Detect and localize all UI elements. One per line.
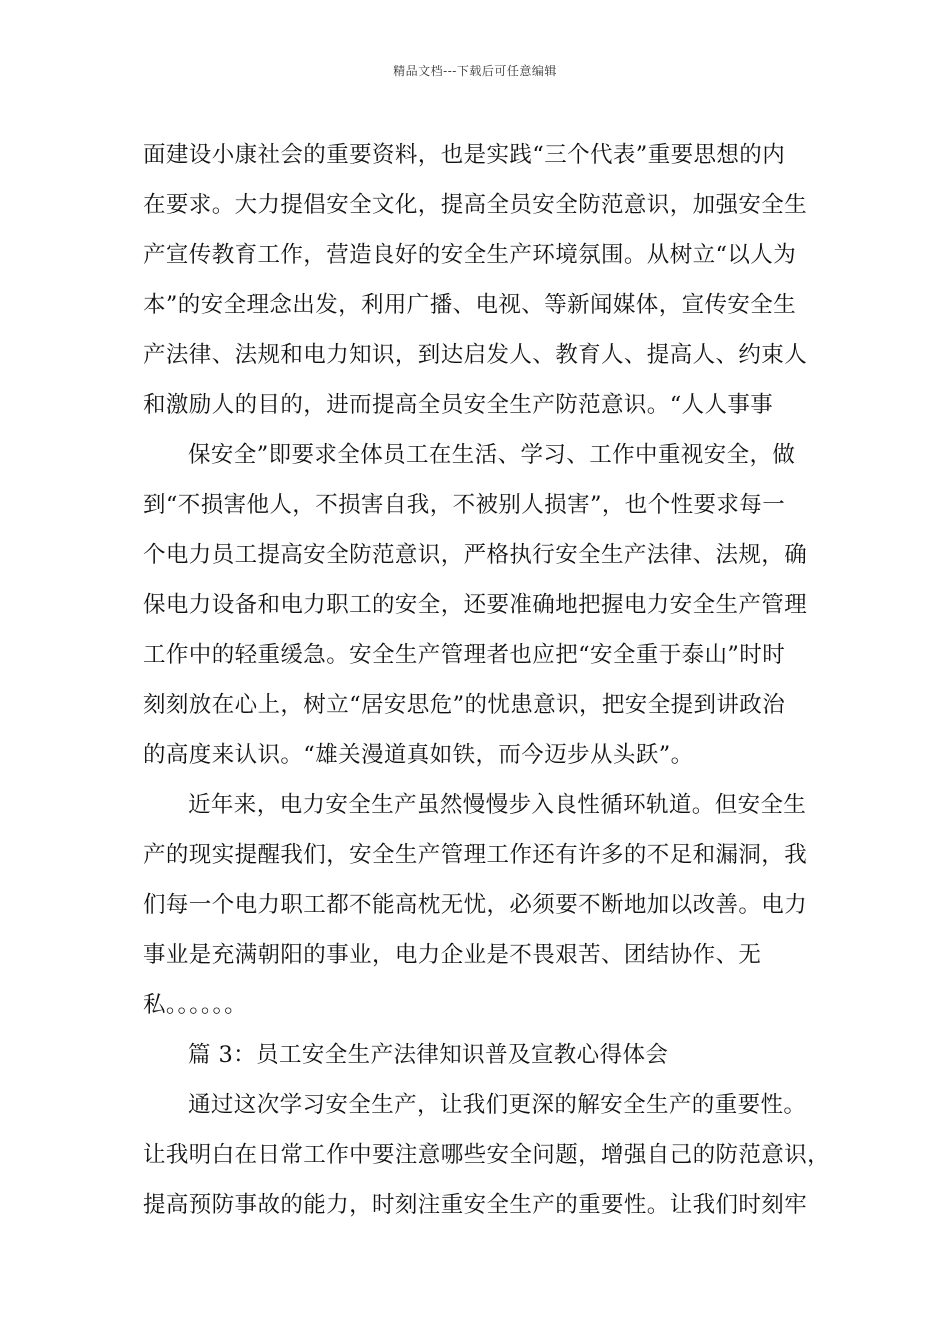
text-line: 的高度来认识。“雄关漫道真如铁，而今迈步从头跃”。 (143, 742, 694, 768)
text-line: 在要求。大力提倡安全文化，提高全员安全防范意识，加强安全生 (143, 192, 808, 218)
section-heading: 篇 3：员工安全生产法律知识普及宣教心得体会 (188, 1042, 669, 1068)
text-line: 产的现实提醒我们，安全生产管理工作还有许多的不足和漏洞，我 (143, 842, 808, 868)
text-line: 个电力员工提高安全防范意识，严格执行安全生产法律、法规，确 (143, 542, 808, 568)
text-line: 通过这次学习安全生产，让我们更深的解安全生产的重要性。 (188, 1092, 807, 1118)
text-line: 面建设小康社会的重要资料，也是实践“三个代表”重要思想的内 (143, 142, 786, 168)
text-line: 本”的安全理念出发，利用广播、电视、等新闻媒体，宣传安全生 (143, 292, 797, 318)
text-line: 刻刻放在心上，树立“居安思危”的忧患意识，把安全提到讲政治 (143, 692, 786, 718)
text-line: 和激励人的目的，进而提高全员安全生产防范意识。“人人事事 (143, 392, 774, 418)
text-line: 工作中的轻重缓急。安全生产管理者也应把“安全重于泰山”时时 (143, 642, 786, 668)
text-line: 产法律、法规和电力知识，到达启发人、教育人、提高人、约束人 (143, 342, 808, 368)
text-line: 私。。。。。。 (143, 992, 248, 1018)
page-header: 精品文档---下载后可任意编辑 (393, 64, 557, 78)
text-line: 保电力设备和电力职工的安全，还要准确地把握电力安全生产管理 (143, 592, 808, 618)
text-line: 近年来，电力安全生产虽然慢慢步入良性循环轨道。但安全生 (188, 792, 807, 818)
text-line: 产宣传教育工作，营造良好的安全生产环境氛围。从树立“以人为 (143, 242, 797, 268)
text-line: 事业是充满朝阳的事业，电力企业是不畏艰苦、团结协作、无 (143, 942, 762, 968)
document-body (143, 130, 833, 1230)
text-line: 保安全”即要求全体员工在生活、学习、工作中重视安全，做 (188, 442, 796, 468)
text-line: 提高预防事故的能力，时刻注重安全生产的重要性。让我们时刻牢 (143, 1192, 808, 1218)
text-line: 让我明白在日常工作中要注意哪些安全问题，增强自己的防范意识， (143, 1142, 831, 1168)
text-line: 到“不损害他人，不损害自我，不被别人损害”，也个性要求每一 (143, 492, 786, 518)
text-line: 们每一个电力职工都不能高枕无忧，必须要不断地加以改善。电力 (143, 892, 808, 918)
